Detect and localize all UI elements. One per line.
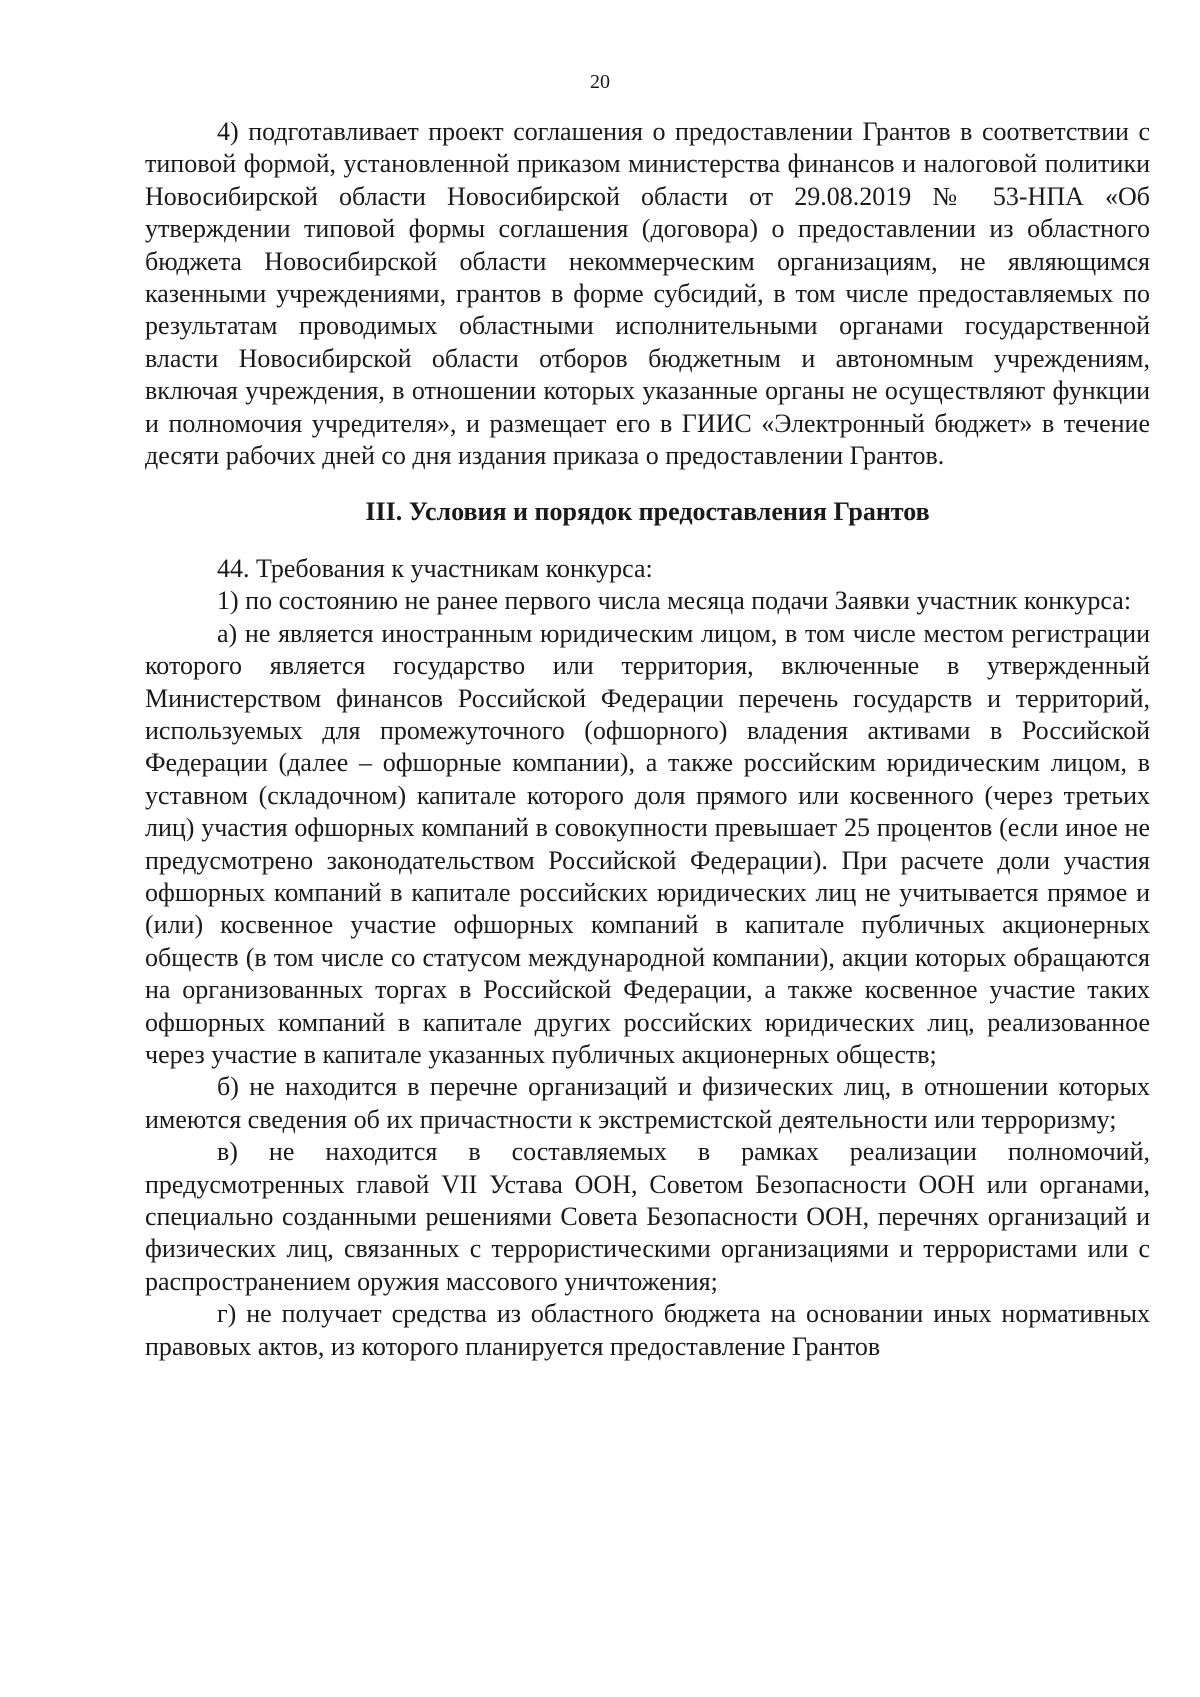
page-number: 20 [590,71,610,93]
document-body [145,116,1150,1363]
paragraph-subclause-v: в) не находится в составляемых в рамках реализации полномочий, предусмотренных главой VII Устава ООН, Советом Безопасности ООН или органами, специально созданными решениями Совета Безопасности ООН, перечнях организаций и физических лиц, связанных с террористическими организациями и террористами или с распространением оружия массового уничтожения; [145,1137,1150,1296]
paragraph-subclause-1: 1) по состоянию не ранее первого числа месяца подачи Заявки участник конкурса: [217,586,1132,616]
paragraph-subclause-b: б) не находится в перечне организаций и физических лиц, в отношении которых имеются сведения об их причастности к экстремистской деятельности или терроризму; [145,1072,1150,1134]
paragraph-item-4: 4) подготавливает проект соглашения о предоставлении Грантов в соответствии с типовой формой, установленной приказом министерства финансов и налоговой политики Новосибирской области Новосибирской области от 29.08.2019 № 53-НПА «Об утверждении типовой формы соглашения (договора) о предоставлении из областного бюджета Новосибирской области некоммерческим организациям, не являющимся казенными учреждениями, грантов в форме субсидий, в том числе предоставляемых по результатам проводимых областными исполнительными органами государственной власти Новосибирской области отборов бюджетным и автономным учреждениям, включая учреждения, в отношении которых указанные органы не осуществляют функции и полномочия учредителя», и размещает его в ГИИС «Электронный бюджет» в течение десяти рабочих дней со дня издания приказа о предоставлении Грантов. [145,117,1150,471]
paragraph-subclause-g: г) не получает средства из областного бюджета на основании иных нормативных правовых актов, из которого планируется предоставление Грантов [145,1299,1150,1361]
section-heading: III. Условия и порядок предоставления Грантов [365,497,930,527]
paragraph-clause-44: 44. Требования к участникам конкурса: [217,553,653,583]
paragraph-subclause-a: а) не является иностранным юридическим лицом, в том числе местом регистрации которого является государство или территория, включенные в утвержденный Министерством финансов Российской Федерации перечень государств и территорий, используемых для промежуточного (офшорного) владения активами в Российской Федерации (далее – офшорные компании), а также российским юридическим лицом, в уставном (складочном) капитале которого доля прямого или косвенного (через третьих лиц) участия офшорных компаний в совокупности превышает 25 процентов (если иное не предусмотрено законодательством Российской Федерации). При расчете доли участия офшорных компаний в капитале российских юридических лиц не учитывается прямое и (или) косвенное участие офшорных компаний в капитале публичных акционерных обществ (в том числе со статусом международной компании), акции которых обращаются на организованных торгах в Российской Федерации, а также косвенное участие таких офшорных компаний в капитале других российских юридических лиц, реализованное через участие в капитале указанных публичных акционерных обществ; [145,618,1150,1069]
